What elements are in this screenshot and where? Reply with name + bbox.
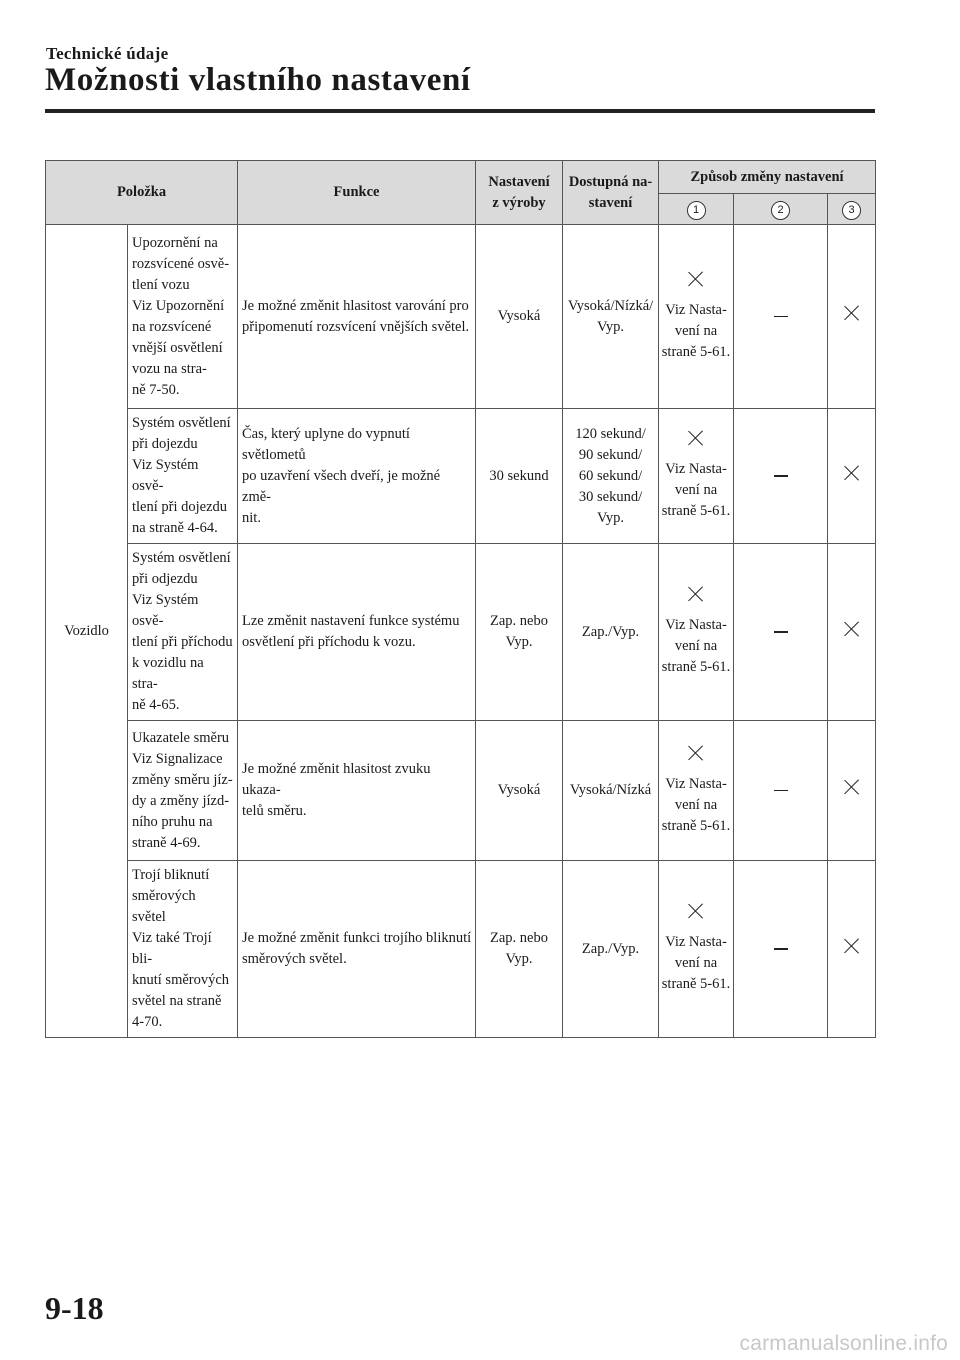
method1-cell [659,861,734,1038]
available-cell: Vysoká/Nízká/ Vyp. [563,225,659,409]
dash-icon [774,631,788,633]
table-row [46,861,876,1038]
method-number-3 [828,194,876,225]
available-cell: Vysoká/Nízká [563,721,659,861]
cross-mark-icon [844,621,860,637]
method3-cell [828,544,876,721]
col-header-method: Způsob změny nastavení [659,161,876,194]
function-cell: Lze změnit nastavení funkce systému osvětlení při příchodu k vozu. [238,544,476,721]
col-header-factory: Nastavení z výroby [476,161,563,225]
method3-cell [828,721,876,861]
table-row [46,721,876,861]
method-number-2 [734,194,828,225]
cross-mark-icon [688,271,704,287]
col-header-available: Dostupná na- stavení [563,161,659,225]
cross-mark-icon [844,465,860,481]
method1-cell [659,544,734,721]
page-title: Možnosti vlastního nastavení [45,62,471,98]
function-cell: Je možné změnit funkci trojího bliknutí směrových světel. [238,861,476,1038]
cross-mark-icon [844,938,860,954]
dash-icon [774,790,788,792]
item-cell: Ukazatele směru Viz Signalizace změny směru jíz- dy a změny jízd- ního pruhu na straně 4-69. [128,721,238,861]
section-label: Technické údaje [46,44,169,63]
table-row [46,409,876,544]
available-cell: 120 sekund/ 90 sekund/ 60 sekund/ 30 sekund/ Vyp. [563,409,659,544]
factory-cell: 30 sekund [476,409,563,544]
method3-cell [828,225,876,409]
dash-icon [774,948,788,950]
cross-mark-icon [688,903,704,919]
page-number: 9-18 [45,1290,104,1326]
settings-table [45,160,876,1038]
method3-cell [828,861,876,1038]
item-cell: Systém osvětlení při dojezdu Viz Systém osvě- tlení při dojezdu na straně 4-64. [128,409,238,544]
cross-mark-icon [844,305,860,321]
col-header-item: Položka [46,161,238,225]
method2-cell [734,721,828,861]
cross-mark-icon [688,586,704,602]
factory-cell: Zap. nebo Vyp. [476,861,563,1038]
circled-number-icon: 1 [687,201,706,220]
factory-cell: Vysoká [476,721,563,861]
method1-cell [659,409,734,544]
method1-reference: Viz Nasta- vení na straně 5-61. [661,934,731,992]
circled-number-icon: 2 [771,201,790,220]
dash-icon [774,475,788,477]
col-header-function: Funkce [238,161,476,225]
method3-cell [828,409,876,544]
available-cell: Zap./Vyp. [563,861,659,1038]
method1-cell [659,225,734,409]
table-row [46,544,876,721]
title-rule [45,109,875,113]
group-cell: Vozidlo [46,225,128,1038]
factory-cell: Vysoká [476,225,563,409]
dash-icon [774,316,788,318]
function-cell: Je možné změnit hlasitost varování pro připomenutí rozsvícení vnějších světel. [238,225,476,409]
method1-reference: Viz Nasta- vení na straně 5-61. [661,301,731,360]
factory-cell: Zap. nebo Vyp. [476,544,563,721]
method2-cell [734,544,828,721]
method2-cell [734,225,828,409]
item-cell: Systém osvětlení při odjezdu Viz Systém osvě- tlení při příchodu k vozidlu na stra- ně 4-65. [128,544,238,721]
watermark: carmanualsonline.info [739,1332,948,1355]
method-number-1 [659,194,734,225]
item-cell: Upozornění na rozsvícené osvě- tlení vozu Viz Upozornění na rozsvícené vnější osvětlení vozu na stra- ně 7-50. [128,225,238,409]
cross-mark-icon [688,745,704,761]
table-row [46,225,876,409]
method2-cell [734,861,828,1038]
method1-cell [659,721,734,861]
circled-number-icon: 3 [842,201,861,220]
function-cell: Čas, který uplyne do vypnutí světlometů po uzavření všech dveří, je možné změ- nit. [238,409,476,544]
method1-reference: Viz Nasta- vení na straně 5-61. [661,775,731,834]
function-cell: Je možné změnit hlasitost zvuku ukaza- telů směru. [238,721,476,861]
method1-reference: Viz Nasta- vení na straně 5-61. [661,461,731,519]
item-cell: Trojí bliknutí směrových světel Viz také Trojí bli- knutí směrových světel na straně 4-70. [128,861,238,1038]
cross-mark-icon [688,430,704,446]
available-cell: Zap./Vyp. [563,544,659,721]
method2-cell [734,409,828,544]
cross-mark-icon [844,779,860,795]
method1-reference: Viz Nasta- vení na straně 5-61. [661,617,731,675]
